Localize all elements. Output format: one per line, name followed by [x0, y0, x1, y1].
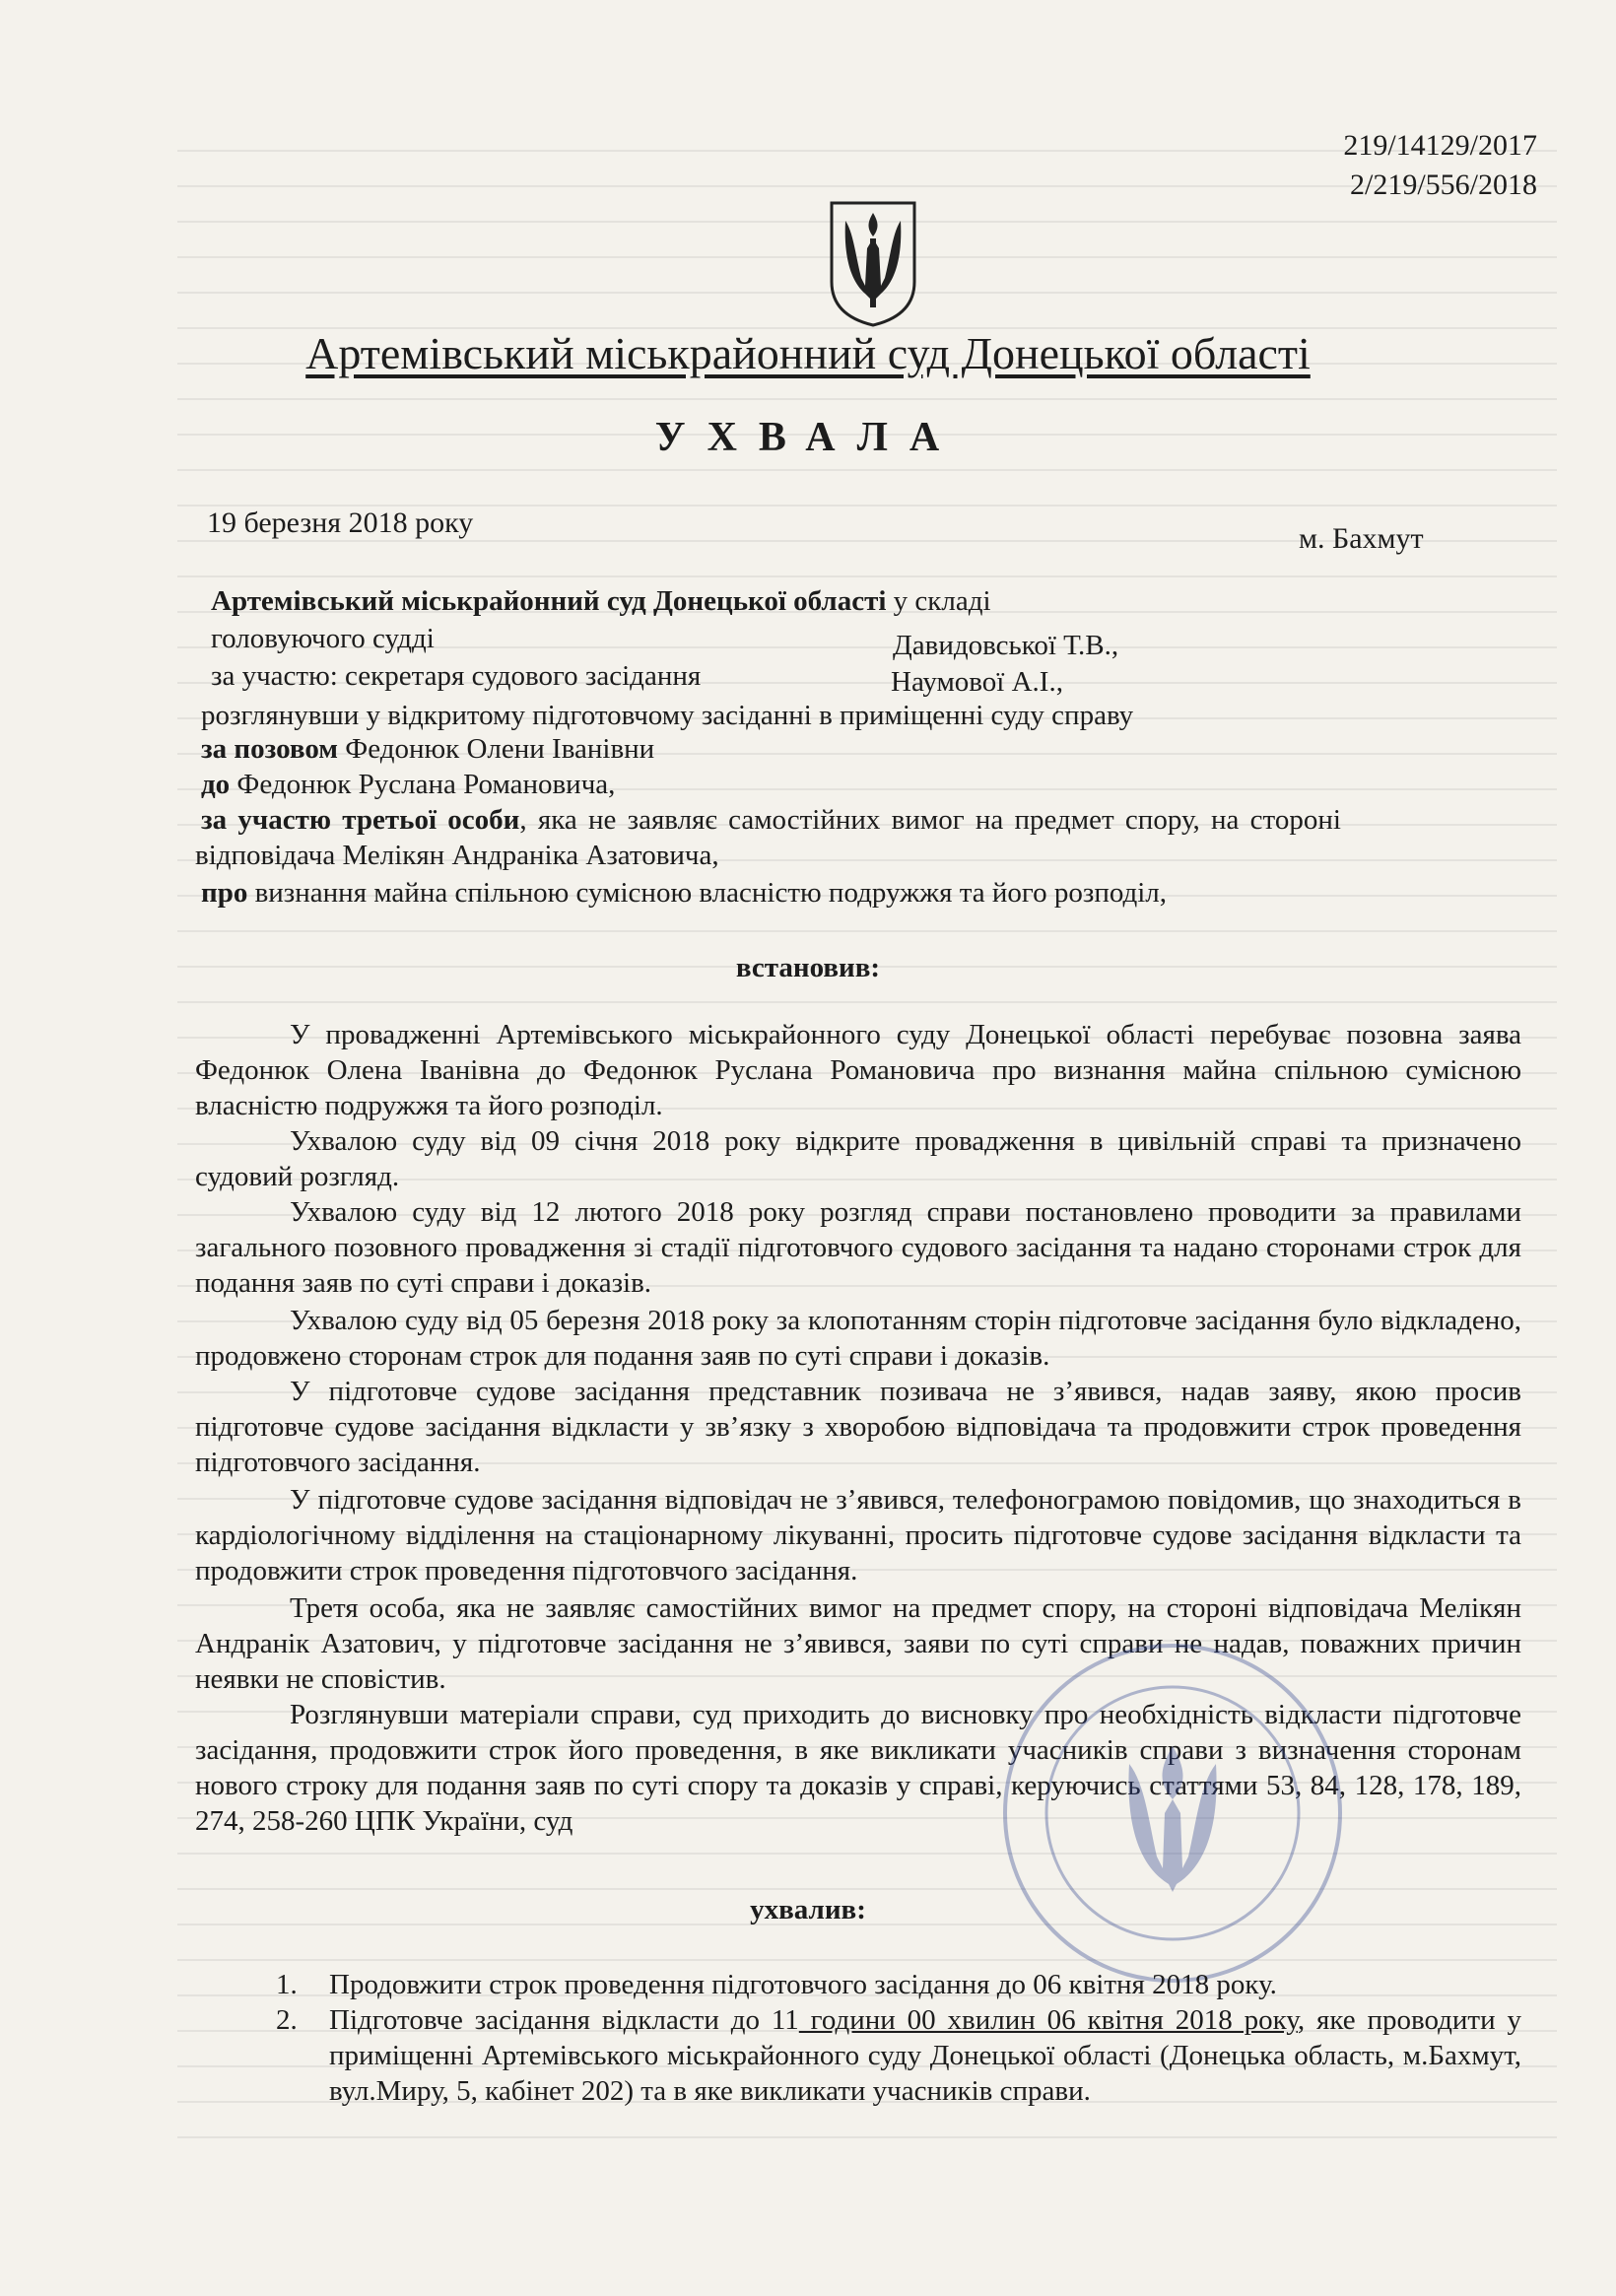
paragraph-7: Третя особа, яка не заявляє самостійних вимог на предмет спору, на стороні відповідача Мелікян Андранік Азатович, у підготовче засідання не з’явився, заяви по суті справи не надав, поважних причин неявки не сповістив.	[195, 1592, 1521, 1695]
secretary-name: Наумової А.І.,	[891, 666, 1063, 698]
third-party-line	[201, 802, 1341, 838]
judge-label: головуючого судді	[211, 623, 435, 654]
ruling-text-before: Підготовче засідання відкласти до 11	[329, 2004, 799, 2036]
defendant-label: до	[201, 769, 231, 800]
hearing-datetime-underlined: години 00 хвилин 06 квітня 2018 року	[798, 2004, 1298, 2036]
court-seal-stamp-icon	[995, 1636, 1350, 1991]
claim-text: Федонюк Олени Іванівни	[338, 733, 655, 765]
case-numbers	[1343, 126, 1537, 205]
ruled-heading: ухвалив:	[750, 1894, 866, 1925]
paragraph-4: Ухвалою суду від 05 березня 2018 року за клопотанням сторін підготовче засідання було відкладено, продовжено сторонам строк для подання заяв по суті справи і доказів.	[195, 1305, 1521, 1372]
established-heading: встановив:	[735, 952, 881, 983]
document-date: 19 березня 2018 року	[207, 506, 474, 539]
third-party-line-2: відповідача Мелікян Андраніка Азатовича,	[195, 840, 719, 871]
composition-court-line	[211, 583, 991, 619]
court-title: Артемівський міськрайонний суд Донецької області	[305, 328, 1311, 378]
paragraph-6: У підготовче судове засідання відповідач не з’явився, телефонограмою повідомив, що знаходиться в кардіологічному відділення на стаціонарному лікуванні, просить підготовче судове засідання відкласти та продовжити строк проведення підготовчого засідання.	[195, 1484, 1521, 1587]
ruling-text-after: , яке проводити у приміщенні Артемівського міськрайонного суду Донецької області (Донецька область, м.Бахмут, вул.Миру, 5, кабінет 202) та в яке викликати учасників справи.	[329, 2004, 1521, 2107]
secretary-label: за участю: секретаря судового засідання	[211, 660, 702, 692]
ruling-item	[276, 2002, 1521, 2109]
claim-label: за позовом	[201, 733, 339, 765]
paragraph-2: Ухвалою суду від 09 січня 2018 року відкрите провадження в цивільній справі та призначено судовий розгляд.	[195, 1125, 1521, 1192]
considered-line: розглянувши у відкритому підготовчому засіданні в приміщенні суду справу	[201, 700, 1134, 731]
subject-text: визнання майна спільною сумісною власністю подружжя та його розподіл,	[247, 877, 1168, 909]
rulings-list	[276, 1967, 1521, 2109]
claim-line	[201, 731, 654, 767]
document-type-heading: УХВАЛА	[654, 415, 962, 460]
defendant-text: Федонюк Руслана Романовича,	[230, 769, 616, 800]
paragraph-3: Ухвалою суду від 12 лютого 2018 року розгляд справи постановлено проводити за правилами загального позовного провадження зі стадії підготовчого судового засідання та надано сторонами строк для подання заяв по суті справи і доказів.	[195, 1196, 1521, 1299]
paragraph-1: У провадженні Артемівського міськрайонного суду Донецької області перебуває позовна заява Федонюк Олена Іванівна до Федонюк Руслана Романовича про визнання майна спільною сумісною власністю подружжя та його розподіл.	[195, 1019, 1521, 1121]
paragraph-8: Розглянувши матеріали справи, суд приходить до висновку про необхідність відкласти підготовче засідання, продовжити строк його проведення, в яке викликати учасників справи з визначення сторонам нового строку для подання заяв по суті спору та доказів у справі, керуючись статтями 53, 84, 128, 178, 189, 274, 258-260 ЦПК України, суд	[195, 1699, 1521, 1837]
paragraph-5: У підготовче судове засідання представник позивача не з’явився, надав заяву, якою просив підготовче судове засідання відкласти у зв’язку з хворобою відповідача та продовжити строк проведення підготовчого засідання.	[195, 1376, 1521, 1478]
third-party-text: , яка не заявляє самостійних вимог на предмет спору, на стороні	[519, 804, 1341, 836]
judge-name: Давидовської Т.В.,	[893, 630, 1119, 661]
trident-coat-of-arms-icon	[828, 199, 918, 329]
document-city: м. Бахмут	[1299, 522, 1424, 555]
composition-court-suffix: у складі	[886, 585, 991, 617]
defendant-line	[201, 767, 615, 802]
subject-line	[201, 875, 1167, 911]
ruling-item	[276, 1967, 1521, 2002]
ruling-number: 1.	[276, 1969, 298, 2000]
case-number-primary: 219/14129/2017	[1343, 129, 1537, 162]
ruling-number: 2.	[276, 2004, 298, 2036]
case-number-secondary: 2/219/556/2018	[1349, 169, 1537, 201]
third-party-label: за участю третьої особи	[201, 804, 520, 836]
subject-label: про	[201, 877, 248, 909]
ruling-text: Продовжити строк проведення підготовчого засідання до 06 квітня 2018 року.	[329, 1969, 1277, 2000]
composition-court-name: Артемівський міськрайонний суд Донецької області	[211, 585, 887, 617]
